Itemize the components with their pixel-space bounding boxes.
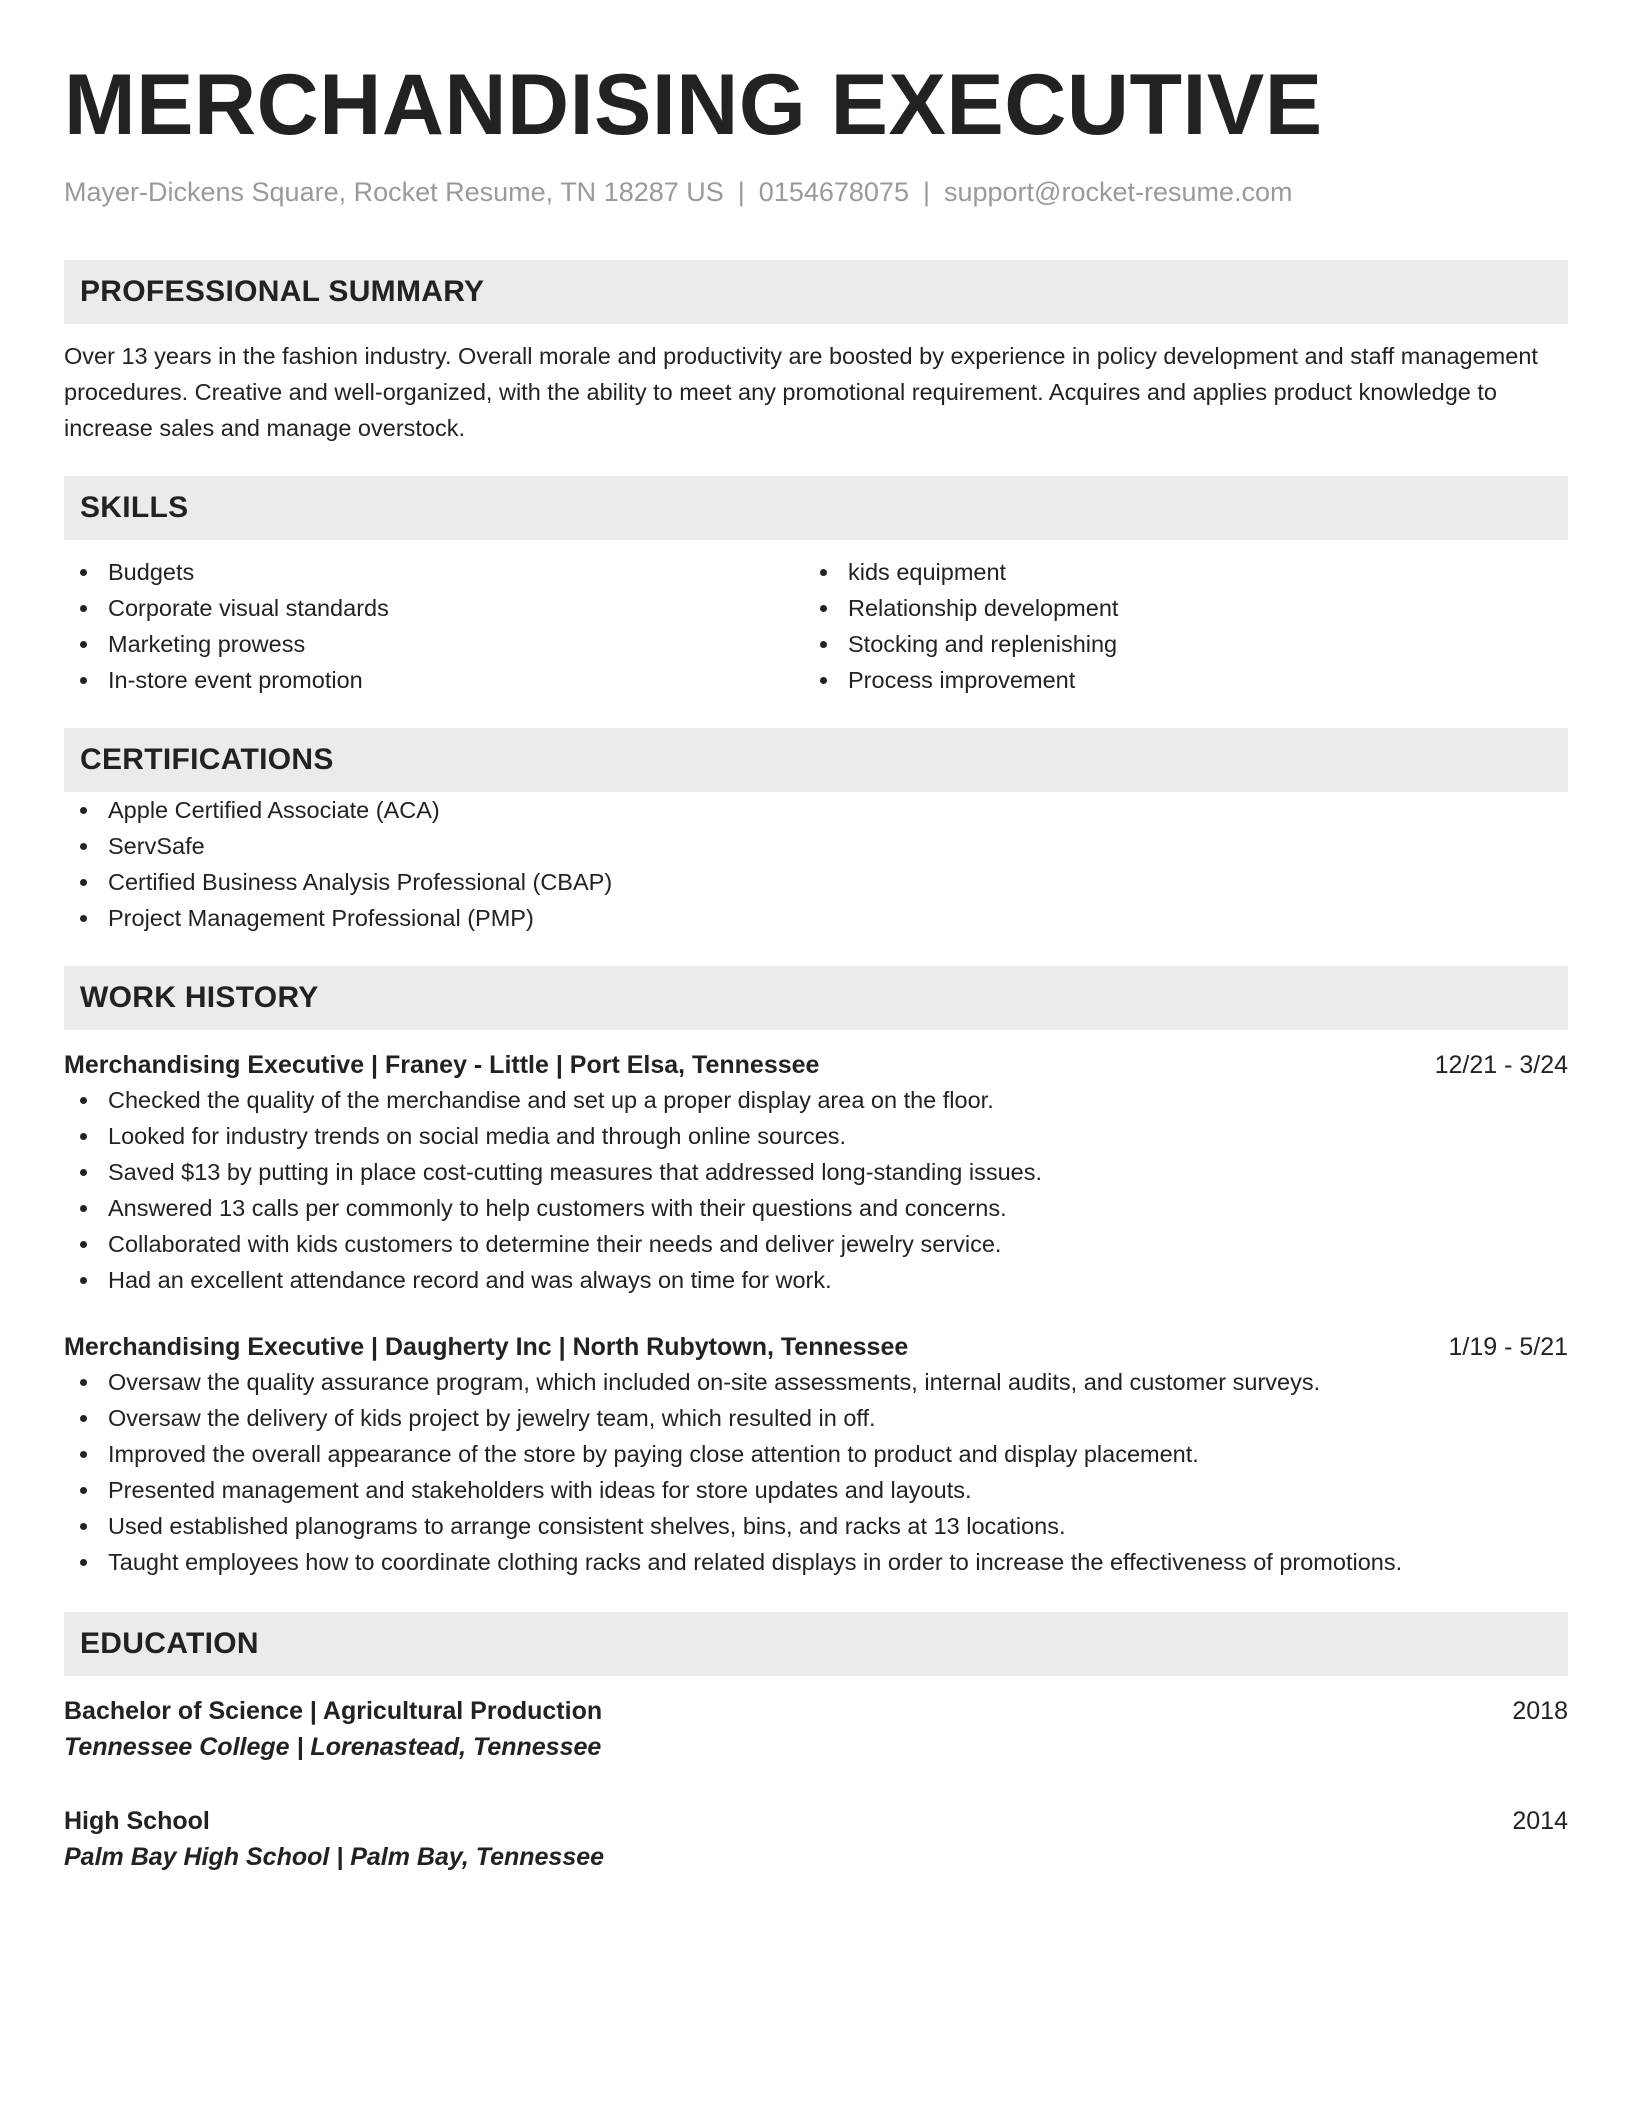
job-bullet: Collaborated with kids customers to determine their needs and deliver jewelry service.	[64, 1226, 1568, 1262]
job-bullets	[64, 1364, 1568, 1580]
skills-column-left	[64, 554, 804, 698]
job-bullet: Improved the overall appearance of the store by paying close attention to product and display placement.	[64, 1436, 1568, 1472]
job-bullets	[64, 1082, 1568, 1298]
skill-item: kids equipment	[804, 554, 1544, 590]
job-bullet: Checked the quality of the merchandise and set up a proper display area on the floor.	[64, 1082, 1568, 1118]
certifications-list	[64, 792, 1568, 936]
skill-item: Process improvement	[804, 662, 1544, 698]
job-bullet: Answered 13 calls per commonly to help customers with their questions and concerns.	[64, 1190, 1568, 1226]
skill-item: Stocking and replenishing	[804, 626, 1544, 662]
education-entry	[64, 1804, 1568, 1876]
contact-separator: |	[737, 177, 745, 207]
contact-address: Mayer-Dickens Square, Rocket Resume, TN 18287 US	[64, 177, 724, 207]
summary-text: Over 13 years in the fashion industry. Overall morale and productivity are boosted by experience in policy development and staff management procedures. Creative and well-organized, with the ability to meet any promotional requirement. Acquires and applies product knowledge to increase sales and manage overstock.	[64, 343, 1538, 442]
education-entry	[64, 1694, 1568, 1766]
education-year: 2018	[1512, 1697, 1568, 1726]
education-year: 2014	[1512, 1807, 1568, 1836]
skill-item: Relationship development	[804, 590, 1544, 626]
job-bullet: Used established planograms to arrange consistent shelves, bins, and racks at 13 locations.	[64, 1508, 1568, 1544]
education-header	[64, 1694, 1568, 1728]
contact-separator: |	[922, 177, 930, 207]
contact-line	[64, 176, 1568, 208]
skill-item: In-store event promotion	[64, 662, 804, 698]
job-bullet: Presented management and stakeholders with ideas for store updates and layouts.	[64, 1472, 1568, 1508]
education-school: Tennessee College | Lorenastead, Tennessee	[64, 1733, 602, 1762]
skill-item: Corporate visual standards	[64, 590, 804, 626]
section-header-education: EDUCATION	[64, 1612, 1568, 1676]
contact-email: support@rocket-resume.com	[943, 177, 1293, 207]
job-dates: 12/21 - 3/24	[1434, 1051, 1568, 1080]
education-degree: Bachelor of Science | Agricultural Production	[64, 1697, 603, 1726]
certification-item: Apple Certified Associate (ACA)	[64, 792, 1568, 828]
job-bullet: Saved $13 by putting in place cost-cutting measures that addressed long-standing issues.	[64, 1154, 1568, 1190]
job-dates: 1/19 - 5/21	[1448, 1333, 1568, 1362]
skills-list	[64, 554, 1568, 698]
job-title: Merchandising Executive | Franey - Little | Port Elsa, Tennessee	[64, 1051, 820, 1080]
certification-item: Project Management Professional (PMP)	[64, 900, 1568, 936]
job-entry	[64, 1330, 1568, 1580]
education-header	[64, 1804, 1568, 1838]
job-bullet: Taught employees how to coordinate clothing racks and related displays in order to increase the effectiveness of promotions.	[64, 1544, 1568, 1580]
section-header-summary: PROFESSIONAL SUMMARY	[64, 260, 1568, 324]
section-header-certifications: CERTIFICATIONS	[64, 728, 1568, 792]
resume-name: MERCHANDISING EXECUTIVE	[64, 57, 1323, 153]
certification-item: ServSafe	[64, 828, 1568, 864]
job-bullet: Looked for industry trends on social media and through online sources.	[64, 1118, 1568, 1154]
education-school: Palm Bay High School | Palm Bay, Tennessee	[64, 1843, 605, 1872]
section-header-work-history: WORK HISTORY	[64, 966, 1568, 1030]
certification-item: Certified Business Analysis Professional (CBAP)	[64, 864, 1568, 900]
job-header	[64, 1330, 1568, 1364]
skills-column-right	[804, 554, 1544, 698]
skill-item: Marketing prowess	[64, 626, 804, 662]
job-header	[64, 1048, 1568, 1082]
job-entry	[64, 1048, 1568, 1298]
job-bullet: Had an excellent attendance record and was always on time for work.	[64, 1262, 1568, 1298]
education-degree: High School	[64, 1807, 210, 1836]
job-bullet: Oversaw the quality assurance program, which included on-site assessments, internal audits, and customer surveys.	[64, 1364, 1568, 1400]
section-header-skills: SKILLS	[64, 476, 1568, 540]
skill-item: Budgets	[64, 554, 804, 590]
job-bullet: Oversaw the delivery of kids project by jewelry team, which resulted in off.	[64, 1400, 1568, 1436]
job-title: Merchandising Executive | Daugherty Inc | North Rubytown, Tennessee	[64, 1333, 909, 1362]
contact-phone: 0154678075	[758, 177, 909, 207]
